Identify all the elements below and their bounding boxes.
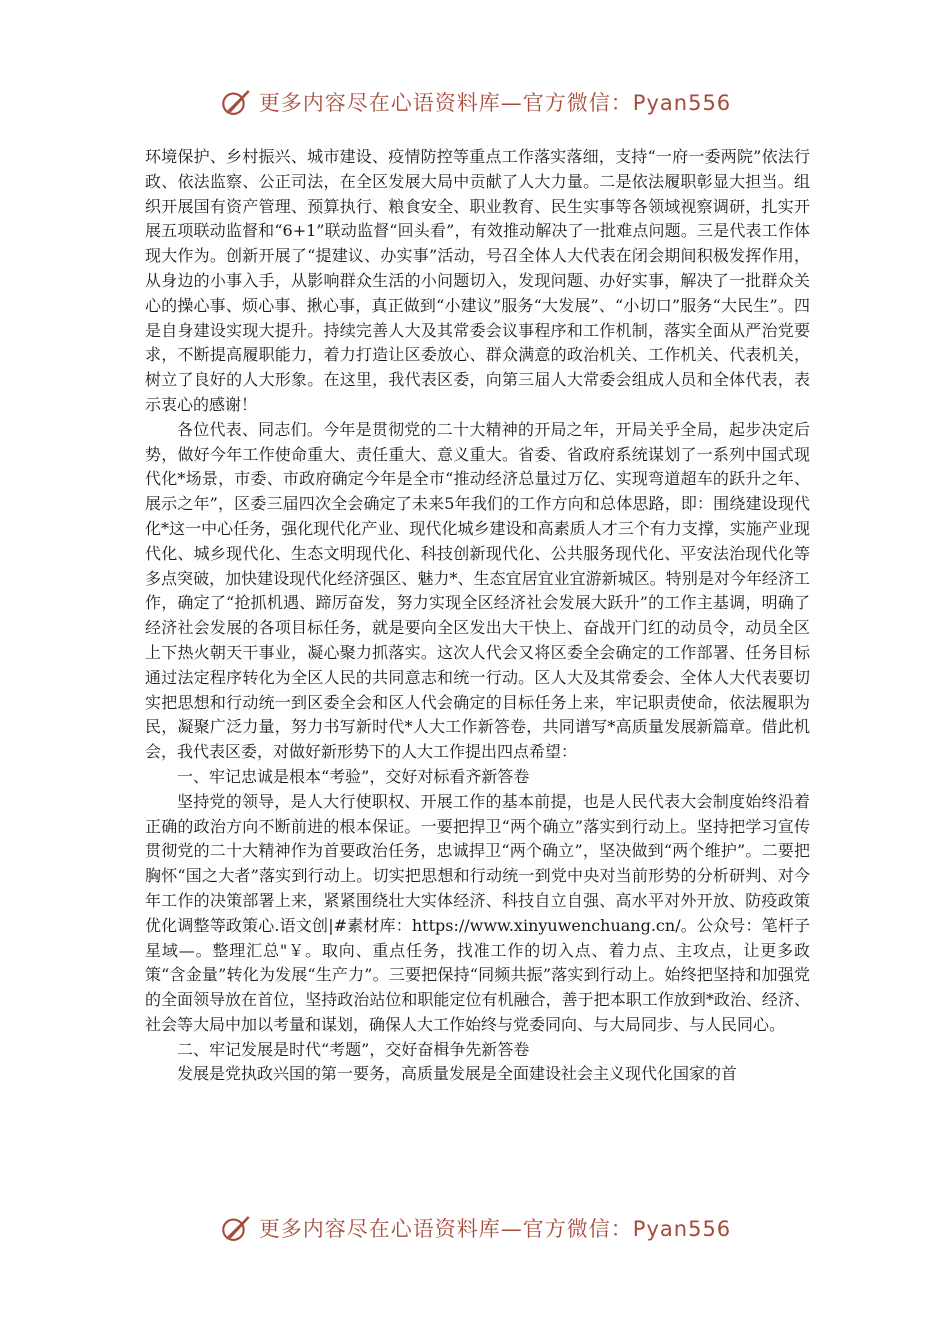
quill-pen-logo-icon bbox=[219, 85, 253, 119]
document-body bbox=[145, 145, 810, 1087]
banner-text: 更多内容尽在心语资料库—官方微信：Pyan556 bbox=[258, 91, 732, 115]
paragraph: 坚持党的领导，是人大行使职权、开展工作的基本前提，也是人民代表大会制度始终沿着正确的政治方向不断前进的根本保证。一要把捍卫“两个确立”落实到行动上。坚持把学习宣传贯彻党的二十大精神作为首要政治任务，忠诚捍卫“两个确立”，坚决做到“两个维护”。二要把胸怀“国之大者”落实到行动上。切实把思想和行动统一到党中央对当前形势的分析研判、对今年工作的决策部署上来，紧紧围绕壮大实体经济、科技自立自强、高水平对外开放、防疫政策优化调整等政策心.语文创|#素材库：https://www.xinyuwenchuang.cn/。公众号：笔杆子星域—。整理汇总"￥。取向、重点任务，找准工作的切入点、着力点、主攻点，让更多政策“含金量”转化为发展“生产力”。三要把保持“同频共振”落实到行动上。始终把坚持和加强党的全面领导放在首位，坚持政治站位和职能定位有机融合，善于把本职工作放到*政治、经济、社会等大局中加以考量和谋划，确保人大工作始终与党委同向、与大局同步、与人民同心。 bbox=[145, 791, 810, 1034]
banner-text: 更多内容尽在心语资料库—官方微信：Pyan556 bbox=[258, 1217, 732, 1241]
footer-banner bbox=[0, 1208, 950, 1248]
section-heading-2: 二、牢记发展是时代“考题”，交好奋楫争先新答卷 bbox=[177, 1039, 530, 1059]
paragraph: 发展是党执政兴国的第一要务，高质量发展是全面建设社会主义现代化国家的首 bbox=[177, 1064, 738, 1084]
header-banner bbox=[0, 82, 950, 122]
paragraph-continuation: 环境保护、乡村振兴、城市建设、疫情防控等重点工作落实落细，支持“一府一委两院”依法行政、依法监察、公正司法，在全区发展大局中贡献了人大力量。二是依法履职彰显大担当。组织开展国有资产管理、预算执行、粮食安全、职业教育、民生实事等各领域视察调研，扎实开展五项联动监督和“6+1”联动监督“回头看”，有效推动解决了一批难点问题。三是代表工作体现大作为。创新开展了“提建议、办实事”活动，号召全体人大代表在闭会期间积极发挥作用，从身边的小事入手，从影响群众生活的小问题切入，发现问题、办好实事，解决了一批群众关心的操心事、烦心事、揪心事，真正做到“小建议”服务“大发展”、“小切口”服务“大民生”。四是自身建设实现大提升。持续完善人大及其常委会议事程序和工作机制，落实全面从严治党要求，不断提高履职能力，着力打造让区委放心、群众满意的政治机关、工作机关、代表机关，树立了良好的人大形象。在这里，我代表区委，向第三届人大常委会组成人员和全体代表，表示衷心的感谢！ bbox=[145, 147, 810, 414]
quill-pen-logo-icon bbox=[219, 1211, 253, 1245]
section-heading-1: 一、牢记忠诚是根本“考验”，交好对标看齐新答卷 bbox=[177, 766, 530, 786]
paragraph: 各位代表、同志们。今年是贯彻党的二十大精神的开局之年，开局关乎全局，起步决定后势，做好今年工作使命重大、责任重大、意义重大。省委、省政府系统谋划了一系列中国式现代化*场景，市委、市政府确定今年是全市“推动经济总量过万亿、实现弯道超车的跃升之年、展示之年”，区委三届四次全会确定了未来5年我们的工作方向和总体思路，即：围绕建设现代化*这一中心任务，强化现代化产业、现代化城乡建设和高素质人才三个有力支撑，实施产业现代化、城乡现代化、生态文明现代化、科技创新现代化、公共服务现代化、平安法治现代化等多点突破，加快建设现代化经济强区、魅力*、生态宜居宜业宜游新城区。特别是对今年经济工作，确定了“抢抓机遇、蹄厉奋发，努力实现全区经济社会发展大跃升”的工作主基调，明确了经济社会发展的各项目标任务，就是要向全区发出大干快上、奋战开门红的动员令，动员全区上下热火朝天干事业，凝心聚力抓落实。这次人代会又将区委全会确定的工作部署、任务目标通过法定程序转化为全区人民的共同意志和统一行动。区人大及其常委会、全体人大代表要切实把思想和行动统一到区委全会和区人代会确定的目标任务上来，牢记职责使命，依法履职为民，凝聚广泛力量，努力书写新时代*人大工作新答卷，共同谱写*高质量发展新篇章。借此机会，我代表区委，对做好新形势下的人大工作提出四点希望： bbox=[145, 419, 810, 762]
